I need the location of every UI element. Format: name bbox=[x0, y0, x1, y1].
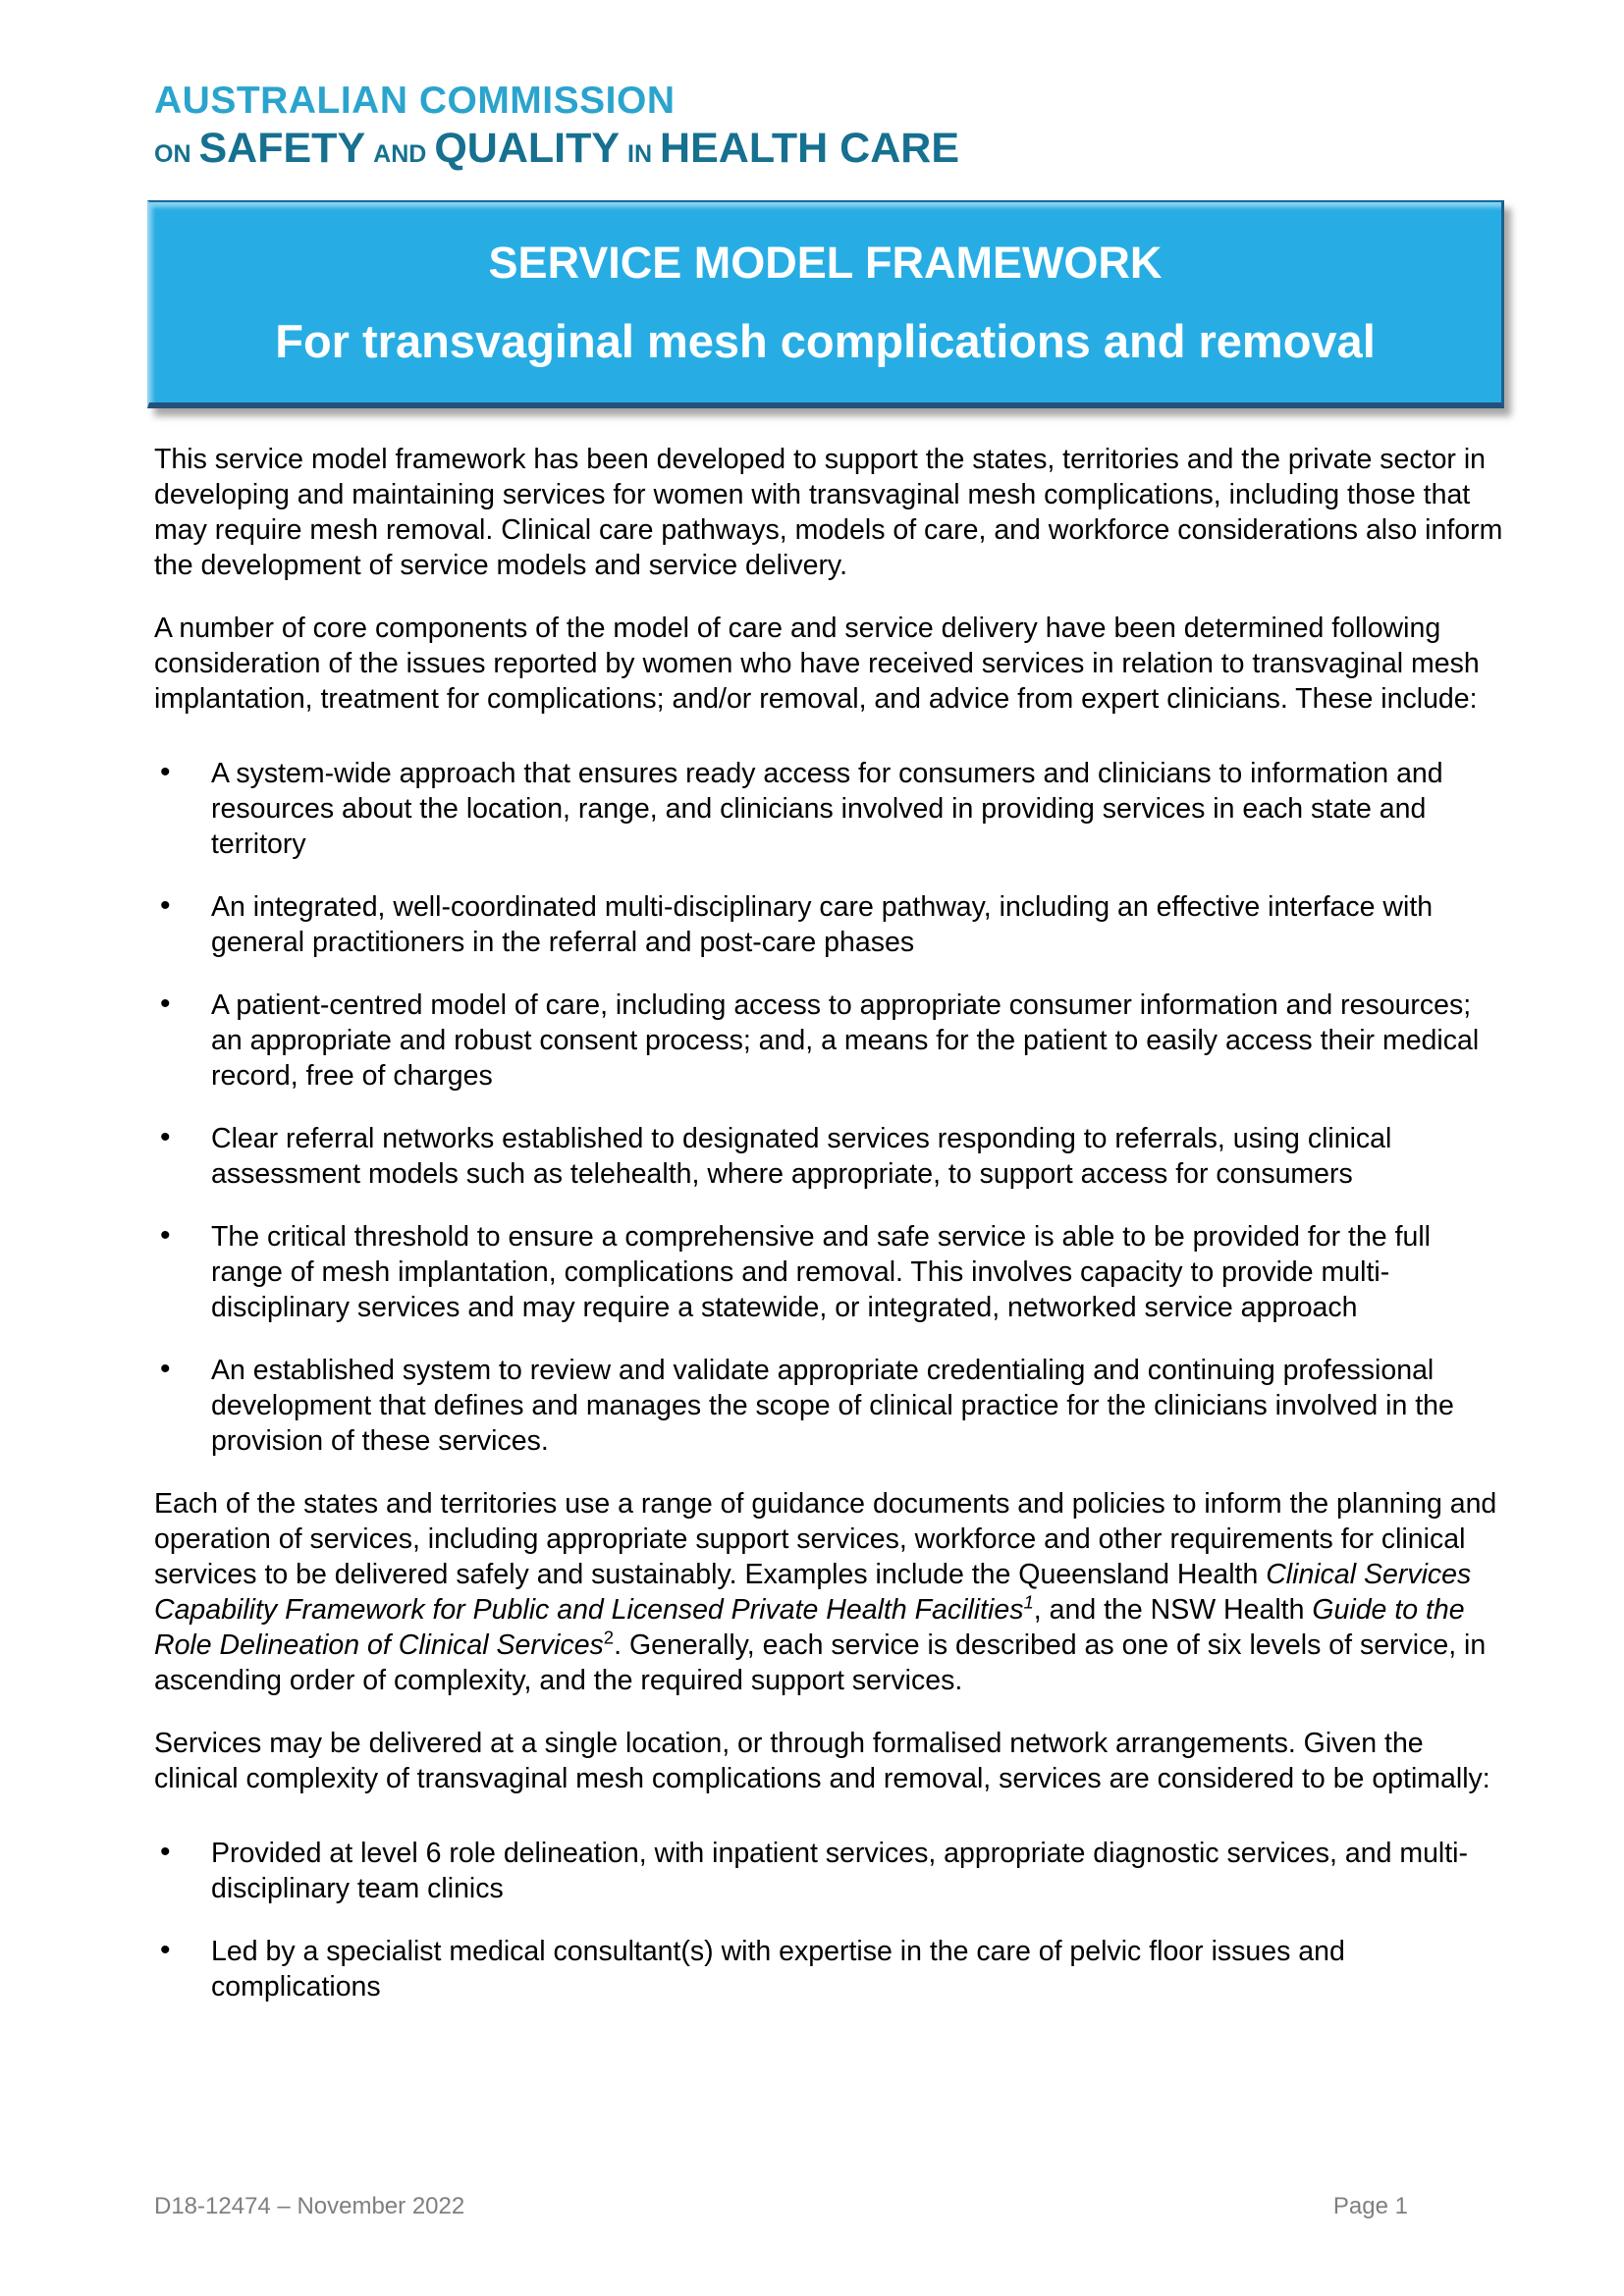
logo-word-health-care: HEALTH CARE bbox=[660, 124, 959, 172]
logo-word-and: AND bbox=[373, 139, 427, 168]
qld-framework-title: Clinical Services Capability Framework for Public and Licensed Private Health Facilities bbox=[154, 1559, 1472, 1627]
title-banner bbox=[147, 200, 1504, 408]
intro-paragraph-2: A number of core components of the model of care and service delivery have been determined following consideration of the issues reported by women who have received services in relation to transvaginal mesh implantation, treatment for complications; and/or removal, and advice from expert clinicians. These include: bbox=[154, 613, 1480, 716]
logo-line-1: AUSTRALIAN COMMISSION bbox=[154, 80, 676, 122]
document-body bbox=[154, 442, 1504, 2004]
list-item: • A system-wide approach that ensures ready access for consumers and clinicians to information and resources about the location, range, and clinicians involved in providing services in each state and territory bbox=[154, 756, 1504, 862]
page-subtitle: For transvaginal mesh complications and removal bbox=[275, 314, 1376, 367]
list-item: • Clear referral networks established to designated services responding to referrals, using clinical assessment models such as telehealth, where appropriate, to support access for consumers bbox=[154, 1121, 1504, 1192]
footer-doc-id: D18-12474 – November 2022 bbox=[154, 2193, 465, 2219]
footer-page-number: Page 1 bbox=[1332, 2193, 1408, 2219]
page-title: SERVICE MODEL FRAMEWORK bbox=[488, 237, 1163, 288]
delivery-paragraph: Services may be delivered at a single location, or through formalised network arrangements. Given the clinical complexity of transvaginal mesh complications and removal, services are considered to be optimally: bbox=[154, 1728, 1490, 1795]
logo-line-2 bbox=[154, 124, 1624, 172]
logo-word-quality: QUALITY bbox=[434, 124, 621, 172]
list-item: • Provided at level 6 role delineation, with inpatient services, appropriate diagnostic services, and multi-disciplinary team clinics bbox=[154, 1836, 1504, 1906]
optimal-delivery-list bbox=[154, 1836, 1504, 2004]
logo-word-on: ON bbox=[154, 139, 191, 168]
nsw-guide-title: Guide to the Role Delineation of Clinical Services bbox=[154, 1594, 1465, 1662]
list-item: • An integrated, well-coordinated multi-disciplinary care pathway, including an effective interface with general practitioners in the referral and post-care phases bbox=[154, 889, 1504, 960]
list-item: • Led by a specialist medical consultant(s) with expertise in the care of pelvic floor issues and complications bbox=[154, 1934, 1504, 2004]
core-components-list bbox=[154, 756, 1504, 1459]
page-footer bbox=[154, 2193, 1408, 2220]
list-item: • A patient-centred model of care, including access to appropriate consumer information and resources; an appropriate and robust consent process; and, a means for the patient to easily access their medical record, free of charges bbox=[154, 988, 1504, 1094]
intro-paragraph-1: This service model framework has been developed to support the states, territories and the private sector in developing and maintaining services for women with transvaginal mesh complications, including those that may require mesh removal. Clinical care pathways, models of care, and workforce considerations also inform the development of service models and service delivery. bbox=[154, 444, 1503, 582]
logo-word-safety: SAFETY bbox=[198, 124, 366, 172]
guidance-text-3: . Generally, each service is described as one of six levels of service, in ascending order of complexity, and the required support services. bbox=[154, 1629, 1487, 1697]
footnote-ref-2: 2 bbox=[603, 1627, 615, 1648]
logo-word-in: IN bbox=[627, 139, 653, 168]
list-item: • An established system to review and validate appropriate credentialing and continuing professional development that defines and manages the scope of clinical practice for the clinicians involved in the provision of these services. bbox=[154, 1353, 1504, 1459]
guidance-text-2: , and the NSW Health bbox=[1033, 1594, 1313, 1627]
guidance-paragraph bbox=[154, 1486, 1504, 1698]
acsqhc-logo bbox=[0, 0, 1624, 171]
footnote-ref-1: 1 bbox=[1023, 1591, 1034, 1613]
guidance-text-1: Each of the states and territories use a range of guidance documents and policies to inform the planning and operation of services, including appropriate support services, workforce and other requirements for clinical services to be delivered safely and sustainably. Examples include the Queensland Health bbox=[154, 1488, 1497, 1591]
list-item: • The critical threshold to ensure a comprehensive and safe service is able to be provided for the full range of mesh implantation, complications and removal. This involves capacity to provide multi-disciplinary services and may require a statewide, or integrated, networked service approach bbox=[154, 1219, 1504, 1325]
